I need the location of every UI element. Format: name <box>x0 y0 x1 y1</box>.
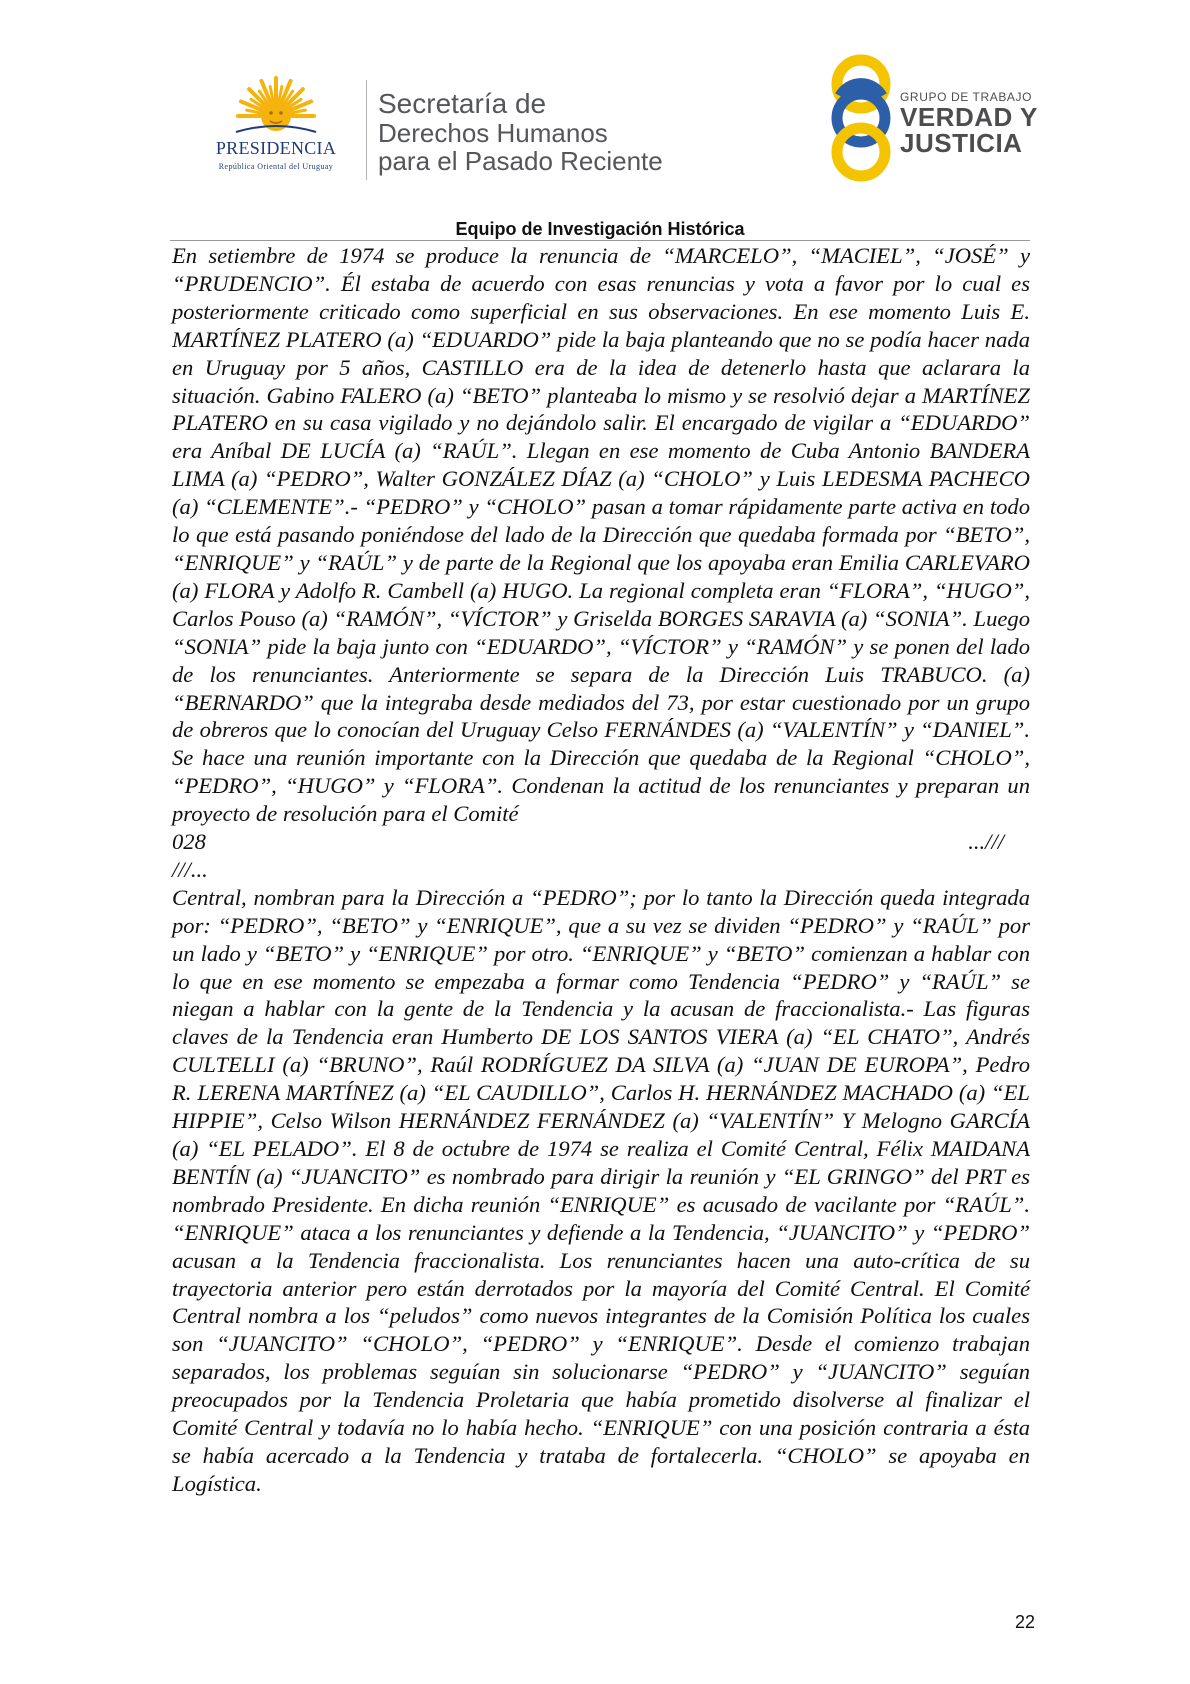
interlocking-rings-icon <box>826 54 896 182</box>
sun-emblem-icon <box>234 76 318 134</box>
paragraph-1: En setiembre de 1974 se produce la renuncia de “MARCELO”, “MACIEL”, “JOSÉ” y “PRUDENCIO”. Él estaba de acuerdo con esas renuncias y vota a favor por lo cual es posteriormente criticado como superficial en sus observaciones. En ese momento Luis E. MARTÍNEZ PLATERO (a) “EDUARDO” pide la baja planteando que no se podía hacer nada en Uruguay por 5 años, CASTILLO era de la idea de detenerlo hasta que aclarara la situación. Gabino FALERO (a) “BETO” planteaba lo mismo y se resolvió dejar a MARTÍNEZ PLATERO en su casa vigilado y no dejándolo salir. El encargado de vigilar a “EDUARDO” era Aníbal DE LUCÍA (a) “RAÚL”. Llegan en ese momento de Cuba Antonio BANDERA LIMA (a) “PEDRO”, Walter GONZÁLEZ DÍAZ (a) “CHOLO” y Luis LEDESMA PACHECO (a) “CLEMENTE”.- “PEDRO” y “CHOLO” pasan a tomar rápidamente parte activa en todo lo que está pasando poniéndose del lado de la Dirección que quedaba formada por “BETO”, “ENRIQUE” y “RAÚL” y de parte de la Regional que los apoyaba eran Emilia CARLEVARO (a) FLORA y Adolfo R. Cambell (a) HUGO. La regional completa eran “FLORA”, “HUGO”, Carlos Pouso (a) “RAMÓN”, “VÍCTOR” y Griselda BORGES SARAVIA (a) “SONIA”. Luego “SONIA” pide la baja junto con “EDUARDO”, “VÍCTOR” y “RAMÓN” y se ponen del lado de los renunciantes. Anteriormente se separa de la Dirección Luis TRABUCO. (a) “BERNARDO” que la integraba desde mediados del 73, por estar cuestionado por un grupo de obreros que lo conocían del Uruguay Celso FERNÁNDES (a) “VALENTÍN” y “DANIEL”. Se hace una reunión importante con la Dirección que quedaba de la Regional “CHOLO”, “PEDRO”, “HUGO” y “FLORA”. Condenan la actitud de los renunciantes y preparan un proyecto de resolución para el Comité <box>172 243 1030 827</box>
header-divider <box>366 80 367 180</box>
body-text <box>172 242 1030 1498</box>
secretaria-line-3: para el Pasado Reciente <box>378 146 663 176</box>
verdad-y-label: VERDAD Y <box>900 102 1038 132</box>
verdad-justicia-text <box>900 90 1038 156</box>
secretaria-wordmark <box>378 88 663 175</box>
page-number: 22 <box>1014 1612 1035 1632</box>
continuation-mark: ///... <box>172 856 208 882</box>
verdad-justicia-logo <box>826 54 1046 182</box>
justicia-label: JUSTICIA <box>900 128 1023 158</box>
presidencia-logo <box>196 76 356 176</box>
presidencia-subtitle: República Oriental del Uruguay <box>218 162 334 171</box>
secretaria-line-2: Derechos Humanos <box>378 118 608 148</box>
paragraph-2: Central, nombran para la Dirección a “PEDRO”; por lo tanto la Dirección queda integrada por: “PEDRO”, “BETO” y “ENRIQUE”, que a su vez se dividen “PEDRO” y “RAÚL” por un lado y “BETO” y “ENRIQUE” por otro. “ENRIQUE” y “BETO” comienzan a hablar con lo que en ese momento se empezaba a formar como Tendencia “PEDRO” y “RAÚL” se niegan a hablar con la gente de la Tendencia y la acusan de fraccionalista.- Las figuras claves de la Tendencia eran Humberto DE LOS SANTOS VIERA (a) “EL CHATO”, Andrés CULTELLI (a) “BRUNO”, Raúl RODRÍGUEZ DA SILVA (a) “JUAN DE EUROPA”, Pedro R. LERENA MARTÍNEZ (a) “EL CAUDILLO”, Carlos H. HERNÁNDEZ MACHADO (a) “EL HIPPIE”, Celso Wilson HERNÁNDEZ FERNÁNDEZ (a) “VALENTÍN” Y Melogno GARCÍA (a) “EL PELADO”. El 8 de octubre de 1974 se realiza el Comité Central, Félix MAIDANA BENTÍN (a) “JUANCITO” es nombrado para dirigir la reunión y “EL GRINGO” del PRT es nombrado Presidente. En dicha reunión “ENRIQUE” es acusado de vacilante por “RAÚL”. “ENRIQUE” ataca a los renunciantes y defiende a la Tendencia, “JUANCITO” y “PEDRO” acusan a la Tendencia fraccionalista. Los renunciantes hacen una auto-crítica de su trayectoria anterior pero están derrotados por la mayoría del Comité Central. El Comité Central nombra a los “peludos” como nuevos integrantes de la Comisión Política los cuales son “JUANCITO” “CHOLO”, “PEDRO” y “ENRIQUE”. Desde el comienzo trabajan separados, los problemas seguían sin solucionarse “PEDRO” y “JUANCITO” seguían preocupados por la Tendencia Proletaria que había prometido disolverse al finalizar el Comité Central y todavía no lo había hecho. “ENRIQUE” con una posición contraria a ésta se había acercado a la Tendencia y trataba de fortalecerla. “CHOLO” se apoyaba en Logística. <box>172 884 1030 1496</box>
secretaria-line-1: Secretaría de <box>378 88 547 119</box>
presidencia-name: PRESIDENCIA <box>215 138 337 158</box>
folio-number: 028 <box>172 829 206 855</box>
team-title: Equipo de Investigación Histórica <box>455 219 745 239</box>
grupo-de-trabajo-label: GRUPO DE TRABAJO <box>900 90 1033 104</box>
folio-continue-mark: .../// <box>968 829 1004 855</box>
header-rule <box>170 240 1030 241</box>
folio-row <box>172 828 1030 856</box>
